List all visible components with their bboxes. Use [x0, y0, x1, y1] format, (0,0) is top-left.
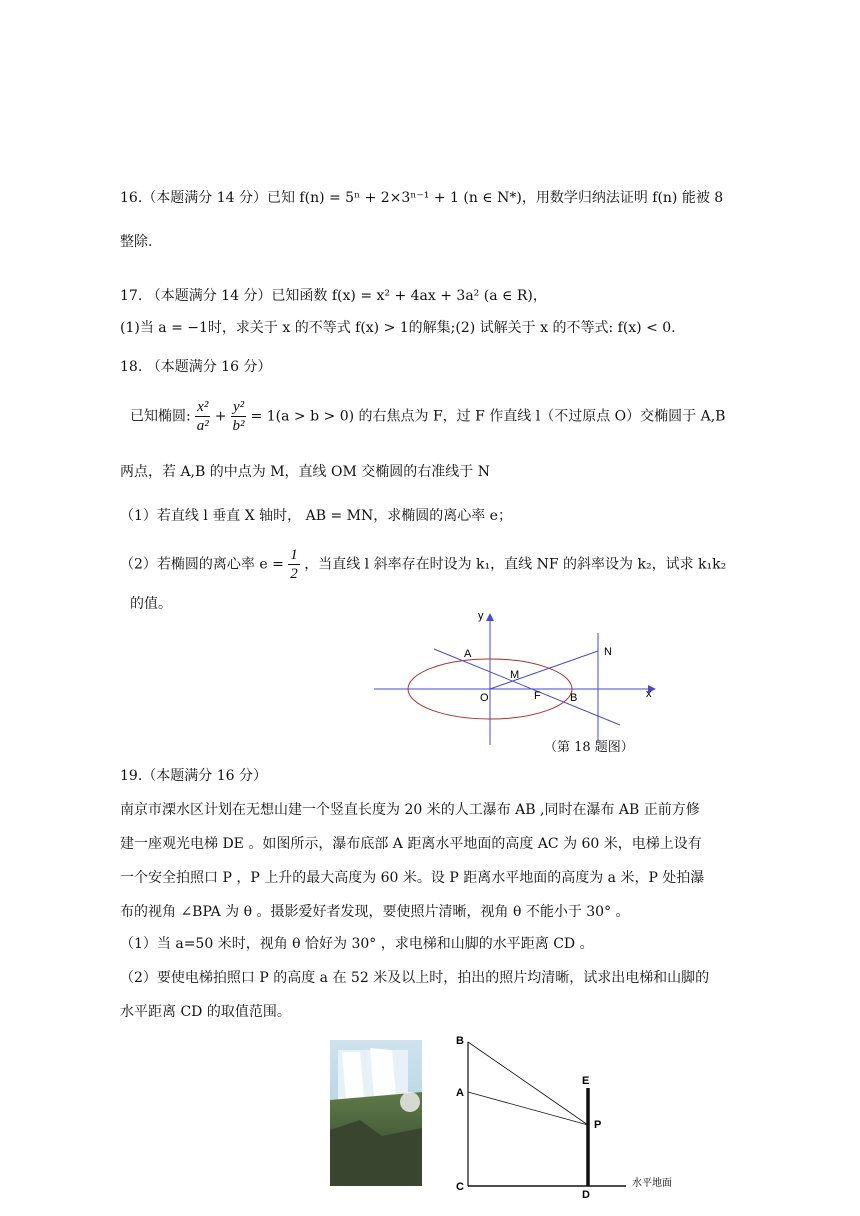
q16-line2: 整除.: [120, 234, 153, 250]
label-ground: 水平地面: [632, 1178, 672, 1189]
fraction-denominator: a²: [196, 418, 209, 434]
photo-mist: [400, 1092, 420, 1112]
q17-line1: 17. （本题满分 14 分）已知函数 f(x) = x² + 4ax + 3a² (a ∈ R)，: [120, 288, 547, 304]
label-O: O: [480, 692, 489, 704]
q18-part2-end: 的值。: [130, 596, 172, 612]
fraction-denominator: b²: [232, 418, 245, 434]
q18-part2-pre: （2）若椭圆的离心率 e =: [120, 556, 284, 573]
q19-part2a: （2）要使电梯拍照口 P 的高度 a 在 52 米及以上时，拍出的照片均清晰，试求出电梯和山脚的: [120, 970, 710, 986]
label-F: F: [534, 690, 541, 702]
label-A: A: [464, 648, 472, 660]
waterfall-photo: [330, 1040, 422, 1186]
q17-line2: (1)当 a = −1时，求关于 x 的不等式 f(x) > 1的解集;(2) 试解关于 x 的不等式: f(x) < 0.: [120, 320, 676, 336]
fraction-one-half: [288, 546, 300, 583]
label-B: B: [570, 692, 578, 704]
label-A: A: [456, 1087, 464, 1099]
plus-sign: +: [214, 408, 227, 425]
q18-part2-post: ，当直线 l 斜率存在时设为 k₁，直线 NF 的斜率设为 k₂，试求 k₁k₂: [304, 556, 727, 573]
label-C: C: [456, 1181, 464, 1193]
fraction-x2-a2: [195, 398, 210, 435]
q19-p3: 一个安全拍照口 P ，P 上升的最大高度为 60 米。设 P 距离水平地面的高度为 a 米，P 处拍瀑: [120, 870, 705, 886]
line-om: [490, 651, 598, 689]
fraction-y2-b2: [231, 398, 246, 435]
ellipse-figure: [370, 605, 670, 750]
label-D: D: [582, 1189, 590, 1200]
fraction-denominator: 2: [290, 566, 298, 582]
elevator-diagram: [450, 1030, 690, 1200]
label-E: E: [582, 1075, 590, 1087]
figure-18-caption: （第 18 题图）: [544, 740, 634, 755]
fraction-numerator: 1: [290, 547, 298, 563]
q18-intro-pre: 已知椭圆:: [130, 408, 191, 425]
y-axis-arrow: [486, 613, 494, 621]
label-x: x: [646, 688, 652, 700]
line-l: [434, 649, 620, 725]
q19-p4: 布的视角 ∠BPA 为 θ 。摄影爱好者发现，要使照片清晰，视角 θ 不能小于 30° 。: [120, 904, 630, 920]
line-ap: [468, 1092, 588, 1125]
q18-header: 18. （本题满分 16 分）: [120, 359, 272, 375]
q18-line2: 两点，若 A,B 的中点为 M，直线 OM 交椭圆的右准线于 N: [120, 464, 490, 480]
label-y: y: [478, 610, 484, 622]
q19-p1: 南京市溧水区计划在无想山建一个竖直长度为 20 米的人工瀑布 AB ,同时在瀑布 AB 正前方修: [120, 802, 700, 818]
q18-intro-post: = 1(a > b > 0) 的右焦点为 F，过 F 作直线 l（不过原点 O）交椭圆于 A,B: [250, 408, 726, 425]
q19-p2: 建一座观光电梯 DE 。如图所示，瀑布底部 A 距离水平地面的高度 AC 为 60 米，电梯上设有: [120, 836, 702, 852]
q18-intro: [130, 398, 725, 435]
label-M: M: [510, 669, 520, 681]
label-P: P: [594, 1119, 602, 1131]
q19-header: 19.（本题满分 16 分）: [120, 768, 267, 784]
q19-part2b: 水平距离 CD 的取值范围。: [120, 1004, 291, 1020]
fraction-numerator: y²: [232, 399, 245, 415]
q16-line1: 16.（本题满分 14 分）已知 f(n) = 5ⁿ + 2×3ⁿ⁻¹ + 1 (n ∈ N*)，用数学归纳法证明 f(n) 能被 8: [120, 190, 724, 206]
line-bp: [468, 1042, 588, 1125]
q18-part1: （1）若直线 l 垂直 X 轴时， AB = MN，求椭圆的离心率 e；: [120, 508, 512, 524]
label-B: B: [456, 1035, 464, 1047]
label-N: N: [604, 646, 612, 658]
fraction-numerator: x²: [197, 399, 209, 415]
q19-part1: （1）当 a=50 米时，视角 θ 恰好为 30° ，求电梯和山脚的水平距离 CD 。: [120, 936, 594, 952]
q18-part2: [120, 546, 726, 583]
